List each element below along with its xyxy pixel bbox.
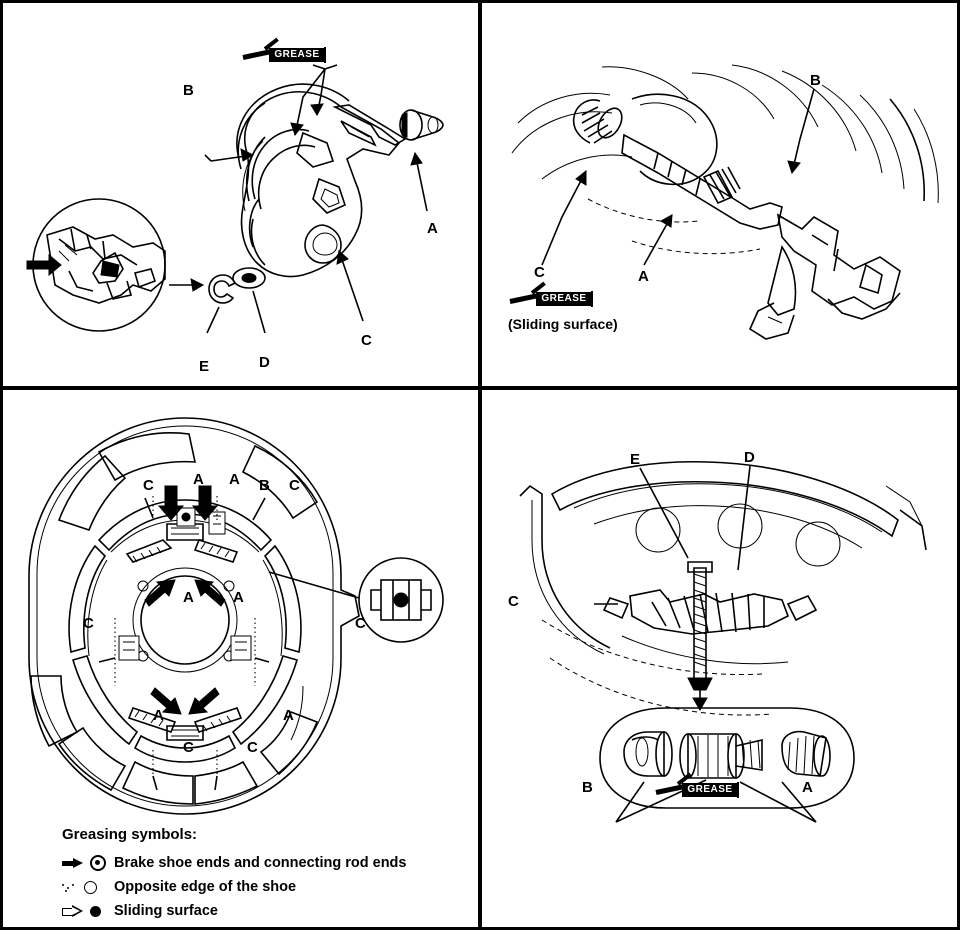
callout-b: B bbox=[582, 779, 593, 796]
callout-b: B bbox=[810, 72, 821, 89]
legend-symbol-dotted-open-circle bbox=[62, 881, 114, 894]
callout-c-left: C bbox=[83, 615, 94, 632]
legend-row-1 bbox=[62, 851, 462, 875]
grease-bracket bbox=[324, 47, 326, 63]
callout-a-low-2: A bbox=[283, 707, 294, 724]
callout-c: C bbox=[534, 264, 545, 281]
grease-label: GREASE bbox=[269, 48, 325, 62]
legend-title: Greasing symbols: bbox=[62, 826, 198, 843]
adjuster-drawing bbox=[482, 390, 957, 927]
ringed-dot-icon bbox=[90, 855, 106, 871]
sliding-surface-note: (Sliding surface) bbox=[508, 316, 618, 332]
grease-bracket bbox=[591, 291, 593, 307]
legend-symbol-open-arrow-filled-dot bbox=[62, 906, 114, 917]
callout-c-top-right: C bbox=[289, 477, 300, 494]
callout-c: C bbox=[508, 593, 519, 610]
solid-arrow-icon bbox=[62, 858, 84, 868]
callout-c-bottom-1: C bbox=[183, 739, 194, 756]
panel-brake-shoe-assembly bbox=[3, 3, 478, 386]
callout-c-bottom-2: C bbox=[247, 739, 258, 756]
legend-text-1: Brake shoe ends and connecting rod ends bbox=[114, 855, 407, 871]
callout-a-top-2: A bbox=[229, 471, 240, 488]
dotted-line-icon bbox=[62, 881, 78, 893]
callout-e: E bbox=[199, 358, 210, 375]
callout-a-mid-1: A bbox=[183, 589, 194, 606]
open-circle-icon bbox=[84, 881, 97, 894]
grease-label: GREASE bbox=[536, 292, 592, 306]
callout-c: C bbox=[361, 332, 372, 349]
legend-text-3: Sliding surface bbox=[114, 903, 218, 919]
callout-b: B bbox=[259, 477, 270, 494]
callout-c-right: C bbox=[355, 615, 366, 632]
brake-shoe-drawing bbox=[3, 3, 478, 386]
callout-a: A bbox=[427, 220, 438, 237]
callout-a-low-1: A bbox=[153, 707, 164, 724]
panel-adjuster-assembly bbox=[482, 390, 957, 927]
callout-e: E bbox=[630, 451, 641, 468]
panel-parking-brake-cable-lever bbox=[482, 3, 957, 386]
callout-a-top-1: A bbox=[193, 471, 204, 488]
grease-bracket bbox=[737, 782, 739, 798]
legend-text-2: Opposite edge of the shoe bbox=[114, 879, 297, 895]
legend bbox=[62, 826, 462, 923]
legend-row-3 bbox=[62, 899, 462, 923]
callout-d: D bbox=[744, 449, 755, 466]
filled-dot-icon bbox=[90, 906, 101, 917]
callout-a-mid-2: A bbox=[233, 589, 244, 606]
open-arrow-icon bbox=[62, 906, 84, 917]
callout-c-top-left: C bbox=[143, 477, 154, 494]
callout-a: A bbox=[802, 779, 813, 796]
legend-symbol-solid-arrow-ringed-dot bbox=[62, 855, 114, 871]
callout-b: B bbox=[183, 82, 194, 99]
callout-a: A bbox=[638, 268, 649, 285]
grease-label: GREASE bbox=[682, 783, 738, 797]
legend-row-2 bbox=[62, 875, 462, 899]
callout-d: D bbox=[259, 354, 270, 371]
